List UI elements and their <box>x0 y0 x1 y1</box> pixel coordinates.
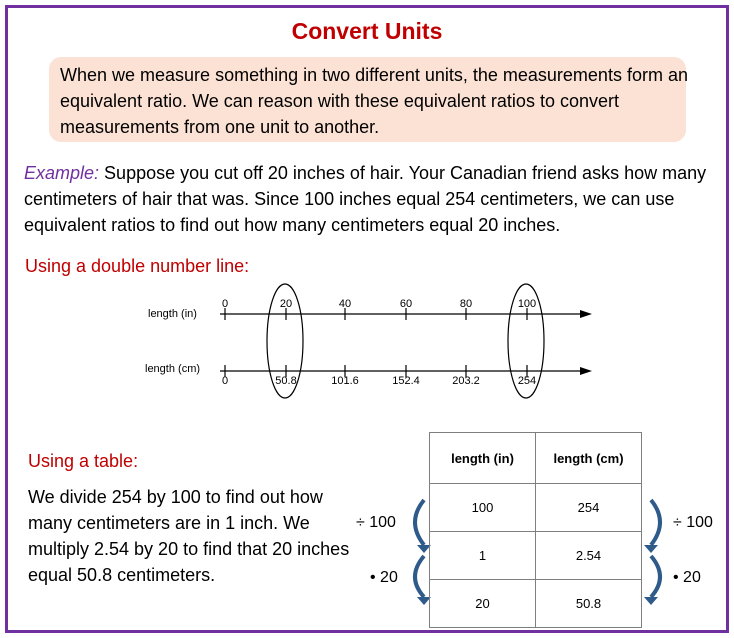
table-cell: 100 <box>430 484 536 532</box>
table-header-row <box>430 433 642 484</box>
example-text: Suppose you cut off 20 inches of hair. Your Canadian friend asks how many centimeters of hair that was. Since 100 inches equal 254 centimeters, we can use equivalent ratios to find out how many centimeters equal 20 inches. <box>24 163 707 235</box>
centimeters-arrowhead <box>580 367 592 375</box>
inches-tick-label: 0 <box>221 298 229 310</box>
right-multiply-label: • 20 <box>673 569 701 586</box>
table-row <box>430 532 642 580</box>
page-title: Convert Units <box>291 18 443 44</box>
right-multiply-arrow <box>651 556 660 597</box>
left-divide-label: ÷ 100 <box>356 514 396 531</box>
left-multiply-arrow <box>415 556 424 597</box>
table-heading: Using a table: <box>28 451 139 471</box>
centimeters-tick-label: 101.6 <box>331 375 359 387</box>
table-cell: 2.54 <box>536 532 642 580</box>
centimeters-tick-label: 203.2 <box>452 375 480 387</box>
conversion-table <box>429 432 642 628</box>
inches-tick-label: 40 <box>338 298 352 310</box>
table-cell: 50.8 <box>536 580 642 628</box>
centimeters-line-label: length (cm) <box>145 363 201 375</box>
right-divide-arrow <box>651 500 660 545</box>
inches-tick-label: 60 <box>399 298 413 310</box>
centimeters-tick-label: 254 <box>517 375 537 387</box>
left-divide-arrow <box>415 500 424 545</box>
right-divide-label: ÷ 100 <box>673 514 713 531</box>
example-label: Example: <box>24 163 100 183</box>
inches-tick-label: 20 <box>279 298 293 310</box>
table-cell: 20 <box>430 580 536 628</box>
table-row <box>430 580 642 628</box>
table-cell: 254 <box>536 484 642 532</box>
left-multiply-label: • 20 <box>370 569 398 586</box>
centimeters-tick-label: 152.4 <box>392 375 420 387</box>
centimeters-tick-label: 50.8 <box>275 375 297 387</box>
centimeters-tick-label: 0 <box>221 375 229 387</box>
double-number-line-heading: Using a double number line: <box>25 256 250 276</box>
inches-tick-label: 80 <box>459 298 473 310</box>
inches-arrowhead <box>580 310 592 318</box>
table-row <box>430 484 642 532</box>
table-explanation: We divide 254 by 100 to find out how many centimeters are in 1 inch. We multiply 2.54 by 20 to find that 20 inches equal 50.8 centimeters. <box>28 487 350 585</box>
header-centimeters: length (cm) <box>536 433 642 484</box>
inches-line-label: length (in) <box>148 308 197 320</box>
inches-tick-label: 100 <box>517 298 537 310</box>
definition-text: When we measure something in two different units, the measurements form an equivalent ratio. We can reason with these equivalent ratios to convert measurements from one unit to another. <box>60 65 688 137</box>
header-inches: length (in) <box>430 433 536 484</box>
table-cell: 1 <box>430 532 536 580</box>
